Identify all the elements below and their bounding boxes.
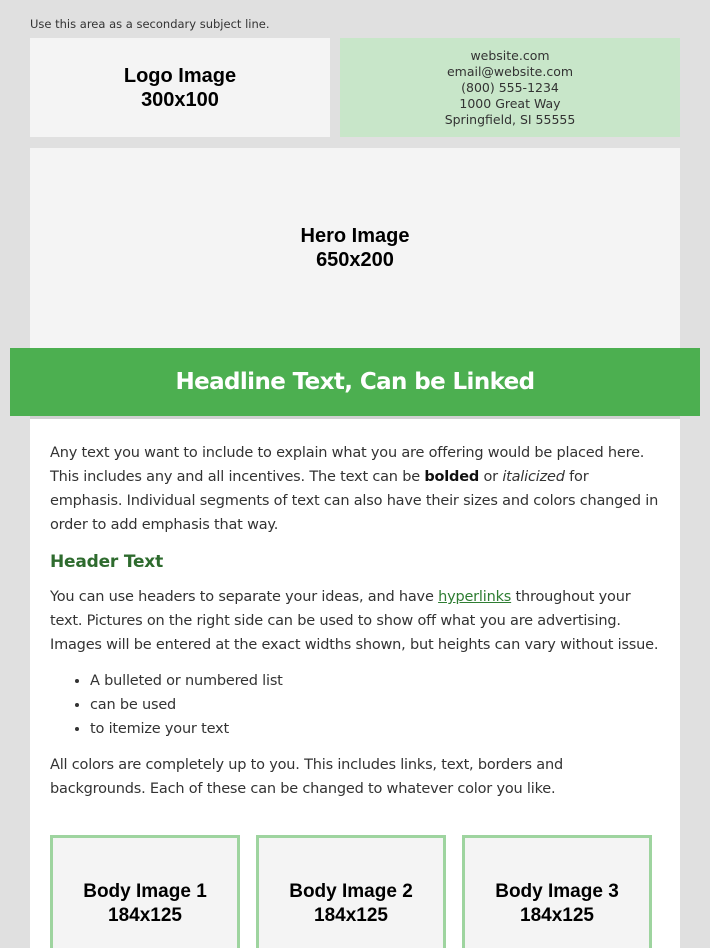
body-text-span: Any text you want to include to explain what you are offering would be placed here. This includes any and all incentives. The text can be <box>50 445 645 485</box>
list-item: • to itemize your text <box>90 717 662 741</box>
body-image-title: Body Image 3 <box>495 881 619 902</box>
body-text-span: throughout your text. Pictures on the right side can be used to show off what you are advertising. Images will be entered at the exact widths shown, but heights can vary without issue. <box>50 589 659 653</box>
body-paragraph-2 <box>50 585 662 657</box>
contact-street: 1000 Great Way <box>459 95 561 111</box>
section-header: Header Text <box>50 552 163 572</box>
body-image-title: Body Image 1 <box>83 881 207 902</box>
body-image-row <box>50 835 662 948</box>
contact-phone[interactable]: (800) 555-1234 <box>461 79 559 95</box>
hero-size: 650x200 <box>316 249 394 271</box>
hero-image-placeholder[interactable] <box>30 148 680 348</box>
body-text-span: for emphasis. Individual segments of text can also have their sizes and colors changed in order to add emphasis that way. <box>50 469 659 533</box>
list-item: • A bulleted or numbered list <box>90 669 662 693</box>
logo-image-placeholder[interactable] <box>30 38 330 137</box>
content-panel <box>30 419 680 948</box>
headline-text[interactable]: Headline Text, Can be Linked <box>175 369 535 395</box>
hero-title: Hero Image <box>300 225 410 247</box>
contact-block <box>340 38 680 137</box>
body-text-span: or <box>479 469 503 485</box>
body-text-span: You can use headers to separate your ideas, and have <box>50 589 439 605</box>
body-text <box>50 441 662 801</box>
headline-banner[interactable] <box>10 348 700 416</box>
body-paragraph-3: All colors are completely up to you. This includes links, text, borders and backgrounds. Each of these can be changed to whatever color you like. <box>50 757 563 797</box>
contact-email[interactable]: email@website.com <box>446 63 574 79</box>
logo-size: 300x100 <box>141 88 219 111</box>
logo-title: Logo Image <box>123 64 237 87</box>
body-image-title: Body Image 2 <box>289 881 413 902</box>
bulleted-list <box>50 669 662 741</box>
body-image-2[interactable] <box>256 835 446 948</box>
body-image-1[interactable] <box>50 835 240 948</box>
hyperlink[interactable]: hyperlinks <box>438 589 512 605</box>
body-image-size: 184x125 <box>108 905 182 926</box>
italic-text: italicized <box>502 469 565 485</box>
list-item: • can be used <box>90 693 662 717</box>
body-image-size: 184x125 <box>314 905 388 926</box>
bold-text: bolded <box>424 469 480 485</box>
secondary-subject-line: Use this area as a secondary subject line. <box>30 17 270 31</box>
contact-website[interactable]: website.com <box>470 47 550 63</box>
body-image-size: 184x125 <box>520 905 594 926</box>
body-image-3[interactable] <box>462 835 652 948</box>
body-paragraph-1 <box>50 441 662 537</box>
contact-city: Springfield, SI 55555 <box>444 111 576 127</box>
